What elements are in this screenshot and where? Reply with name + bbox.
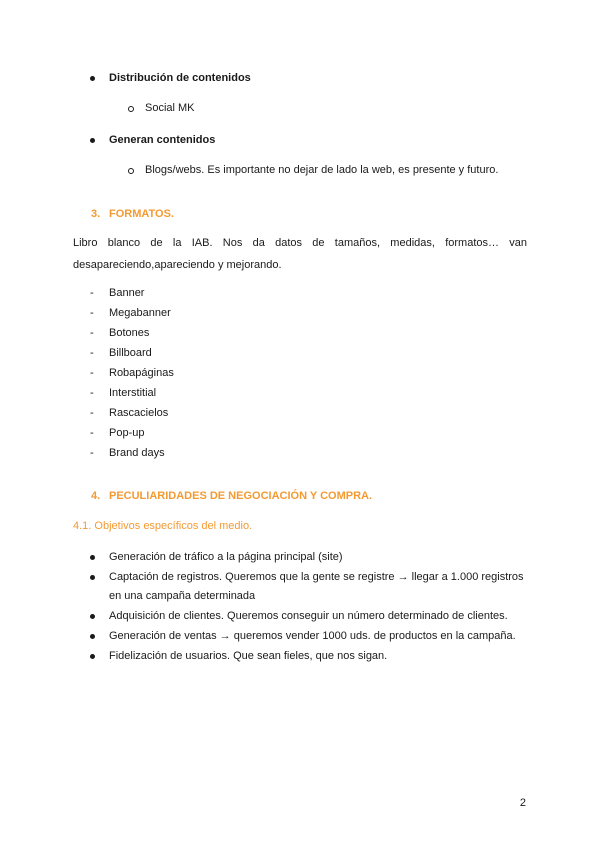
objective-item: Captación de registros. Queremos que la gente se registre → llegar a 1.000 registros [109,571,524,583]
bullet-dot [90,634,95,639]
list-item-distribucion: Distribución de contenidos [109,72,251,84]
format-item: Brand days [109,447,165,459]
dash-marker: - [90,387,94,399]
dash-marker: - [90,367,94,379]
format-item: Rascacielos [109,407,169,419]
bullet-dot [90,76,95,81]
dash-marker: - [90,287,94,299]
sublist-item-social: Social MK [145,102,195,114]
bullet-dot [90,654,95,659]
dash-marker: - [90,327,94,339]
dash-marker: - [90,307,94,319]
bullet-dot [90,555,95,560]
sublist-item-blogs: Blogs/webs. Es importante no dejar de lado la web, es presente y futuro. [145,164,499,176]
paragraph-line-1: Libro blanco de la IAB. Nos da datos de tamaños, medidas, formatos… van [73,237,527,249]
format-item: Botones [109,327,150,339]
section4-subtitle: 4.1. Objetivos específicos del medio. [73,520,253,532]
section4-number: 4. [91,490,101,502]
paragraph-line-2: desapareciendo,apareciendo y mejorando. [73,259,282,271]
format-item: Banner [109,287,145,299]
objective-item: Generación de ventas → queremos vender 1000 uds. de productos en la campaña. [109,630,516,642]
dash-marker: - [90,407,94,419]
bullet-dot [90,575,95,580]
format-item: Megabanner [109,307,171,319]
format-item: Pop-up [109,427,145,439]
bullet-dot [90,138,95,143]
format-item: Robapáginas [109,367,174,379]
section3-title: FORMATOS. [109,208,174,220]
dash-marker: - [90,427,94,439]
format-item: Interstitial [109,387,157,399]
objective-item-continuation: en una campaña determinada [109,590,256,602]
dash-marker: - [90,447,94,459]
dash-marker: - [90,347,94,359]
objective-item: Generación de tráfico a la página principal (site) [109,551,343,563]
bullet-circle [128,106,134,112]
objective-item: Fidelización de usuarios. Que sean fieles, que nos sigan. [109,650,388,662]
format-item: Billboard [109,347,152,359]
bullet-dot [90,614,95,619]
objective-item: Adquisición de clientes. Queremos conseguir un número determinado de clientes. [109,610,508,622]
section3-number: 3. [91,208,101,220]
list-item-generan: Generan contenidos [109,134,216,146]
page-number: 2 [519,797,526,809]
bullet-circle [128,168,134,174]
section4-title: PECULIARIDADES DE NEGOCIACIÓN Y COMPRA. [109,490,373,502]
section3-paragraph [73,232,527,276]
